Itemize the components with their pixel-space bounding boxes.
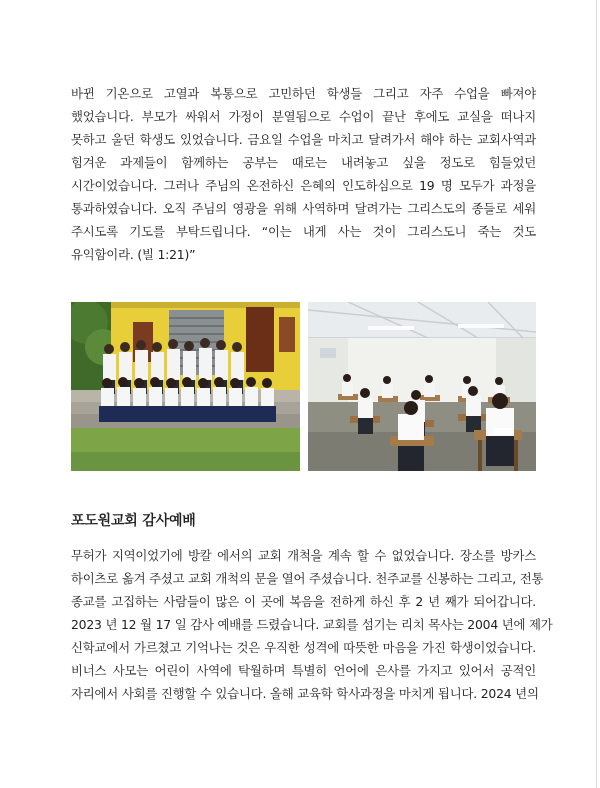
text-line: 주시도록 기도를 부탁드립니다. “이는 내게 사는 것이 그리스도니 죽는 것도 xyxy=(71,224,536,239)
text-line: 바뀐 기온으로 고열과 복통으로 고민하던 학생들 그리고 자주 수업을 빠져야 xyxy=(71,86,536,101)
text-line: 무허가 지역이었기에 방칼 에서의 교회 개척을 계속 할 수 없었습니다. 장소를 방카스 xyxy=(71,548,536,563)
section-heading: 포도원교회 감사예배 xyxy=(71,513,196,529)
classroom-photo xyxy=(308,302,536,471)
text-line: 비너스 사모는 어린이 사역에 탁월하며 특별히 언어에 은사를 가지고 있어서 공적인 xyxy=(71,663,536,678)
text-line: 하이츠로 옮겨 주셨고 교회 개척의 문을 열어 주셨습니다. 천주교를 신봉하는 그리고, 전통 xyxy=(71,571,544,586)
text-line: 유익함이라. (빌 1:21)” xyxy=(71,247,196,262)
text-line: 못하고 울던 학생도 있었습니다. 금요일 수업을 마치고 달려가서 해야 하는 교회사역과 xyxy=(71,132,536,147)
text-line: 했었습니다. 부모가 싸워서 가정이 분열됨으로 수업이 끝난 후에도 교실을 떠나지 xyxy=(71,109,536,124)
text-line: 시간이었습니다. 그러나 주님의 온전하신 은혜의 인도하심으로 19 명 모두가 과정을 xyxy=(71,178,536,193)
text-line: 통과하였습니다. 오직 주님의 영광을 위해 사역하며 달려가는 그리스도의 종들로 세워 xyxy=(71,201,536,216)
text-line: 2023 년 12 월 17 일 감사 예배를 드렸습니다. 교회를 섬기는 리치 목사는 2004 년에 제가 xyxy=(71,617,553,632)
group-photo xyxy=(71,302,300,471)
text-line: 신학교에서 가르쳤고 기억나는 것은 우직한 성격에 따뜻한 마음을 가진 학생이었습니다. xyxy=(71,640,536,655)
text-line: 자리에서 사회를 진행할 수 있습니다. 올해 교육학 학사과정을 마치게 됩니다. 2024 년의 xyxy=(71,686,539,701)
text-line: 종교를 고집하는 사람들이 많은 이 곳에 복음을 전하게 하신 후 2 년 째가 되어갑니다. xyxy=(71,594,536,609)
intro-paragraph xyxy=(71,82,536,266)
text-line: 힘겨운 과제들이 함께하는 공부는 때로는 내려놓고 싶을 정도로 힘들었던 xyxy=(71,155,536,170)
section-paragraph xyxy=(71,544,553,705)
